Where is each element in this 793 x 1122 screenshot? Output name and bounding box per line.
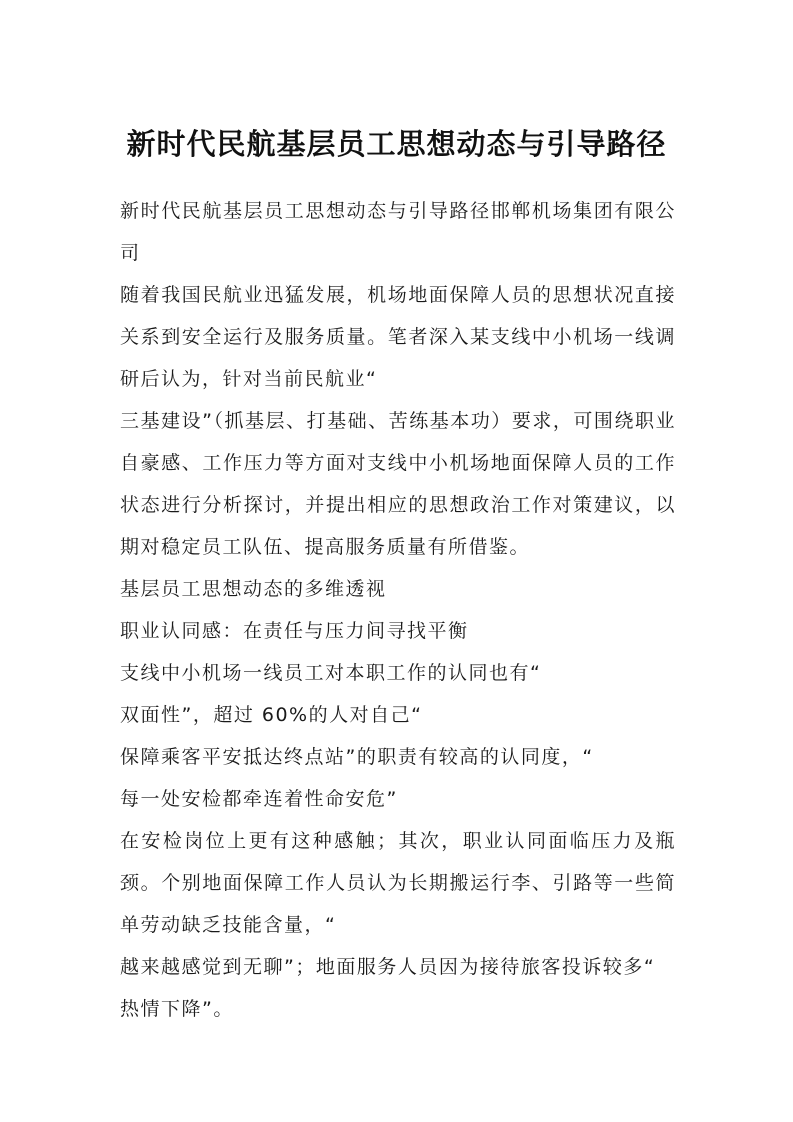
paragraph-line: 双面性”，超过 60%的人对自己“ <box>120 704 423 726</box>
document-body <box>120 190 676 1030</box>
paragraph-line: 保障乘客平安抵达终点站”的职责有较高的认同度，“ <box>120 746 594 768</box>
paragraph-intro: 随着我国民航业迅猛发展，机场地面保障人员的思想状况直接关系到安全运行及服务质量。笔者深入某支线中小机场一线调研后认为，针对当前民航业“ <box>120 284 676 390</box>
paragraph-line: 越来越感觉到无聊”；地面服务人员因为接待旅客投诉较多“ <box>120 956 656 978</box>
subsection-heading: 职业认同感：在责任与压力间寻找平衡 <box>120 620 469 642</box>
paragraph-line: 每一处安检都牵连着性命安危” <box>120 788 398 810</box>
document-title: 新时代民航基层员工思想动态与引导路径 <box>126 127 667 161</box>
paragraph-security-check: 在安检岗位上更有这种感触；其次，职业认同面临压力及瓶颈。个别地面保障工作人员认为长期搬运行李、引路等一些简单劳动缺乏技能含量，“ <box>120 830 676 936</box>
section-heading: 基层员工思想动态的多维透视 <box>120 578 387 600</box>
paragraph-header-line: 新时代民航基层员工思想动态与引导路径邯郸机场集团有限公司 <box>120 200 676 264</box>
paragraph-three-basics: 三基建设”（抓基层、打基础、苦练基本功）要求，可围绕职业自豪感、工作压力等方面对支线中小机场地面保障人员的工作状态进行分析探讨，并提出相应的思想政治工作对策建议，以期对稳定员工队伍、提高服务质量有所借鉴。 <box>120 410 676 558</box>
paragraph-line: 支线中小机场一线员工对本职工作的认同也有“ <box>120 662 542 684</box>
paragraph-line: 热情下降”。 <box>120 998 234 1020</box>
